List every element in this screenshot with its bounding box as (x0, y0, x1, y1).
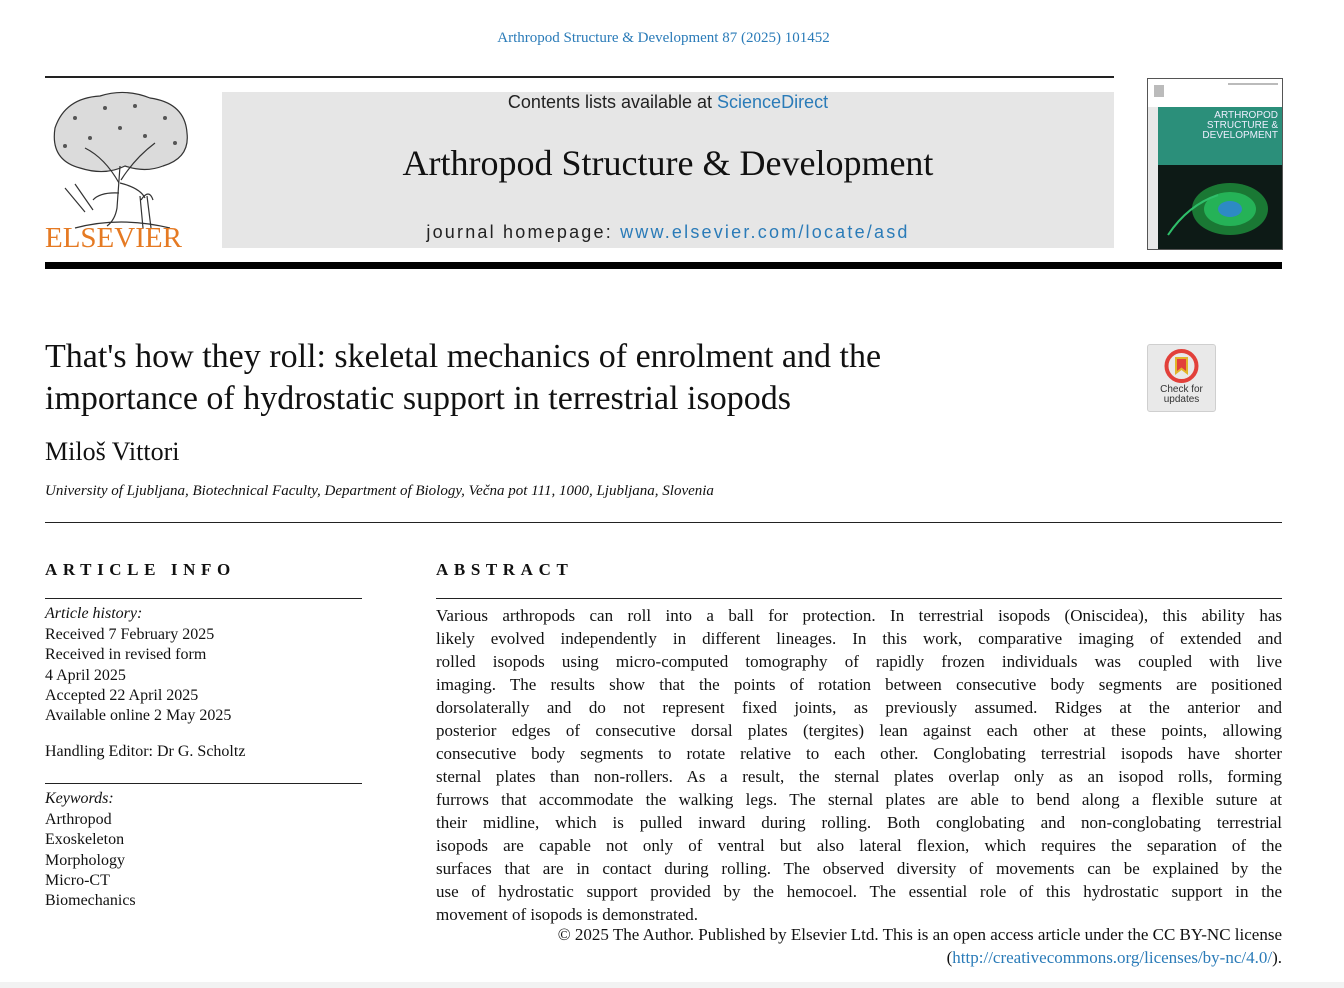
history-entry: Received in revised form (45, 646, 207, 664)
journal-title[interactable]: Arthropod Structure & Development (402, 143, 934, 183)
cover-title-line: DEVELOPMENT (1202, 130, 1278, 141)
cover-title-line: ARTHROPOD (1214, 110, 1278, 121)
cover-header (1148, 79, 1282, 107)
abstract-body (436, 604, 1282, 926)
copyright-line: © 2025 The Author. Published by Elsevier Ltd. This is an open access article under the CC BY-NC license (557, 925, 1282, 944)
article-history-list (45, 625, 231, 726)
section-divider (45, 522, 1282, 523)
history-entry: 4 April 2025 (45, 666, 126, 684)
cover-elsevier-icon (1148, 79, 1282, 107)
homepage-line (222, 222, 1114, 243)
sciencedirect-link[interactable]: ScienceDirect (717, 92, 829, 112)
article-history-label: Article history: (45, 605, 143, 622)
check-for-updates-button[interactable] (1147, 344, 1216, 412)
keyword-item: Arthropod (45, 811, 112, 828)
abstract-line: posterior edges of consecutive dorsal plates (tergites) lean against each other at these points, allowing (436, 721, 1282, 740)
contents-line (222, 92, 1114, 113)
license-line (436, 946, 1282, 969)
journal-banner (222, 92, 1114, 248)
contents-prefix: Contents lists available at (507, 92, 718, 112)
cc-license-link[interactable]: http://creativecommons.org/licenses/by-nc/4.0/ (952, 948, 1273, 967)
author-name[interactable]: Miloš Vittori (45, 437, 180, 466)
elsevier-wordmark[interactable]: ELSEVIER (45, 222, 182, 254)
check-for-updates-icon (1148, 345, 1215, 385)
cover-journal-title (1190, 111, 1278, 141)
abstract-line: rolled isopods using micro-computed tomography of rapidly frozen individuals was coupled with live (436, 652, 1282, 671)
masthead-thick-rule (45, 262, 1282, 269)
keywords-rule (45, 783, 362, 784)
abstract-heading: ABSTRACT (436, 560, 574, 579)
keyword-item: Morphology (45, 851, 125, 869)
article-title (45, 336, 1065, 420)
check-label-line: updates (1163, 394, 1200, 405)
history-entry: Received 7 February 2025 (45, 626, 215, 643)
top-rule (45, 76, 1114, 78)
cover-side-strip (1148, 107, 1158, 249)
keywords-label: Keywords: (45, 790, 114, 807)
keywords-list (45, 810, 136, 911)
abstract-line: their midline, which is pulled inward during rolling. Both conglobating and non-conglobating terrestrial (436, 813, 1282, 832)
author-affiliation: University of Ljubljana, Biotechnical Faculty, Department of Biology, Večna pot 111, 1000, Ljubljana, Slovenia (45, 483, 714, 499)
check-label-line: Check for (1160, 384, 1203, 395)
history-entry: Available online 2 May 2025 (45, 707, 232, 725)
license-open-paren: ( (946, 948, 953, 967)
history-entry: Accepted 22 April 2025 (45, 686, 199, 704)
abstract-line: imaging. The results show that the points of rotation between consecutive body segments are positioned (436, 675, 1282, 694)
copyright-notice (436, 923, 1282, 969)
abstract-line: furrows that accommodate the walking legs. The sternal plates are able to bend along a flexible suture at (436, 790, 1282, 809)
homepage-prefix: journal homepage: (426, 222, 621, 242)
article-info-rule (45, 598, 362, 599)
isopod-illustration-icon (1158, 165, 1282, 249)
abstract-line: use of hydrostatic support provided by the hemocoel. The essential role of this hydrostatic support in the (436, 882, 1282, 901)
license-close-paren: ). (1272, 948, 1282, 967)
keyword-item: Exoskeleton (45, 831, 125, 849)
check-for-updates-label (1148, 385, 1215, 405)
keyword-item: Biomechanics (45, 892, 136, 910)
cover-title-line: STRUCTURE & (1206, 120, 1278, 131)
abstract-line: sternal plates than non-rollers. As a result, the sternal plates overlap only as an isopod rolls, forming (436, 767, 1282, 786)
abstract-line: likely evolved independently in different lineages. In this work, comparative imaging of extended and (436, 629, 1282, 648)
page-bottom-edge (0, 982, 1344, 988)
journal-cover-image[interactable] (1147, 78, 1283, 250)
abstract-rule (436, 598, 1282, 599)
article-title-line: importance of hydrostatic support in terrestrial isopods (45, 380, 791, 417)
abstract-line: consecutive body segments to rotate relative to each other. Conglobating terrestrial isopods have shorter (436, 744, 1282, 763)
article-title-line: That's how they roll: skeletal mechanics of enrolment and the (45, 338, 882, 375)
handling-editor: Handling Editor: Dr G. Scholtz (45, 743, 246, 760)
cover-isopod-image (1158, 165, 1282, 249)
running-head[interactable]: Arthropod Structure & Development 87 (2025) 101452 (497, 30, 830, 46)
abstract-line: movement of isopods is demonstrated. (436, 905, 699, 924)
abstract-line: Various arthropods can roll into a ball for protection. In terrestrial isopods (Oniscidea), this ability has (436, 606, 1282, 625)
journal-homepage-link[interactable]: www.elsevier.com/locate/asd (620, 222, 910, 242)
keyword-item: Micro-CT (45, 871, 110, 889)
abstract-line: isopods are capable not only of ventral but also lateral flexion, which requires the separation of the (436, 836, 1282, 855)
abstract-line: dorsolaterally and do not represent fixed joints, as previously assumed. Ridges at the anterior and (436, 698, 1282, 717)
abstract-line: surfaces that are in contact during rolling. The observed diversity of movements can be explained by the (436, 859, 1282, 878)
article-info-heading: ARTICLE INFO (45, 560, 236, 579)
